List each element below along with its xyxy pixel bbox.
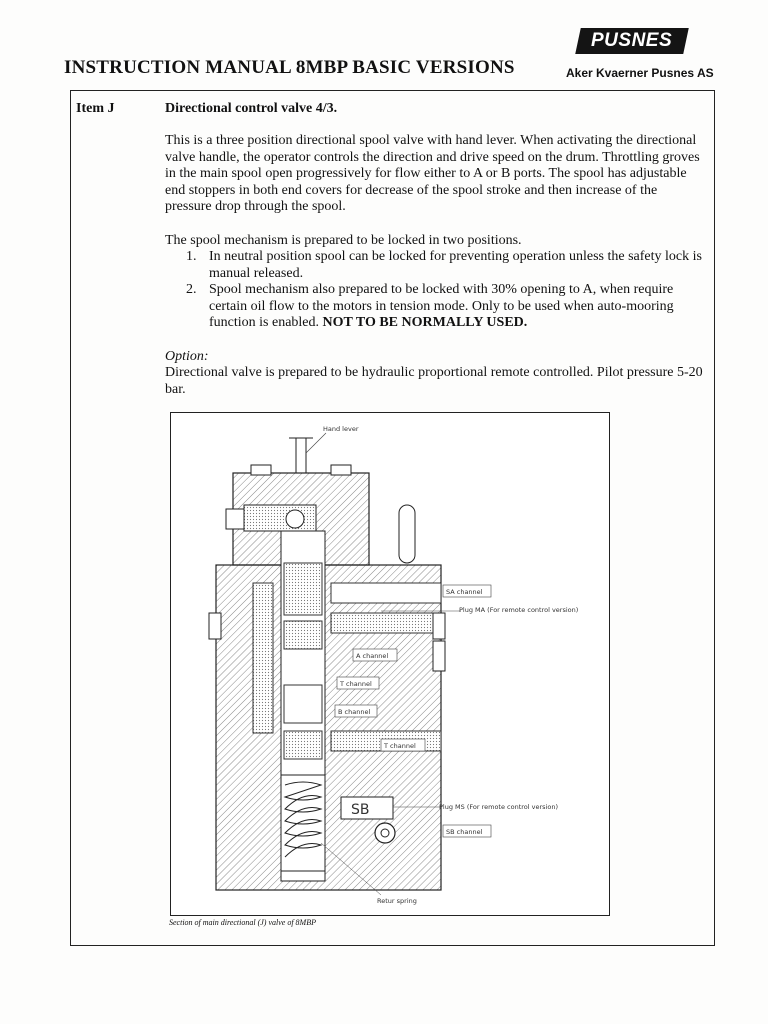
warning-text: NOT TO BE NORMALLY USED. — [322, 315, 528, 330]
item-label: Item J — [76, 101, 115, 116]
sa-channel-label: SA channel — [446, 588, 483, 596]
list-number: 1. — [186, 249, 197, 264]
option-heading: Option: — [165, 349, 209, 364]
sb-plug — [375, 823, 395, 843]
lock-screw — [244, 505, 316, 531]
upper-bolt — [331, 465, 351, 475]
t-channel-upper-label: T channel — [340, 680, 372, 688]
option-paragraph: Directional valve is prepared to be hydraulic proportional remote controlled. Pilot pressure 5-20 bar. — [165, 365, 703, 397]
hand-lever-leader — [306, 433, 326, 453]
list-item — [186, 249, 706, 282]
list-number: 2. — [186, 282, 197, 297]
return-spring-label: Retur spring — [377, 897, 417, 905]
plug-ma-label: Plug MA (For remote control version) — [459, 606, 579, 614]
spring-chamber — [281, 775, 325, 871]
description-paragraph: This is a three position directional spool valve with hand lever. When activating the directional valve handle, the operator controls the direction and drive speed on the drum. Throttling groves in the main spool open progressively for flow either to A or B ports. The spool has adjustable end stoppers in both end covers for decrease of the spool stroke and then increase of the pressure drop through the spool. — [165, 133, 700, 214]
list-text: Spool mechanism also prepared to be locked with 30% opening to A, when require certain oil flow to the motors in tension mode. Only to be used when auto-mooring function is enabled. — [209, 282, 674, 330]
plug-ms-label: Plug MS (For remote control version) — [439, 803, 558, 811]
figure-caption: Section of main directional (J) valve of 8MBP — [169, 918, 316, 927]
side-cap — [433, 613, 445, 639]
lock-positions-list — [186, 249, 706, 332]
section-title: Directional control valve 4/3. — [165, 101, 338, 116]
hand-lever-label: Hand lever — [323, 425, 359, 433]
valve-section-figure — [170, 412, 610, 916]
side-cap — [209, 613, 221, 639]
list-item — [186, 282, 706, 332]
company-name: Aker Kvaerner Pusnes AS — [566, 66, 714, 80]
upper-bolt — [251, 465, 271, 475]
lock-nut — [226, 509, 244, 529]
manual-title: INSTRUCTION MANUAL 8MBP BASIC VERSIONS — [64, 57, 515, 78]
pusnes-logo — [575, 28, 689, 54]
spool-land — [284, 563, 322, 615]
spool-land — [284, 731, 322, 759]
spool-land — [284, 621, 322, 649]
left-channel — [253, 583, 273, 733]
side-knob — [399, 505, 415, 563]
t-channel-lower-label: T channel — [384, 742, 416, 750]
sb-marker: SB — [351, 802, 370, 818]
sb-channel-label: SB channel — [446, 828, 483, 836]
b-channel-label: B channel — [338, 708, 371, 716]
a-channel-label: A channel — [356, 652, 389, 660]
side-cap — [433, 641, 445, 671]
lock-intro-paragraph: The spool mechanism is prepared to be locked in two positions. — [165, 233, 522, 248]
lock-ball — [286, 510, 304, 528]
spool-center — [284, 685, 322, 723]
logo-text: PUSNES — [591, 30, 673, 51]
list-text: In neutral position spool can be locked for preventing operation unless the safety lock is manual released. — [209, 249, 702, 281]
a-channel-passage — [331, 613, 441, 633]
sa-channel-passage — [331, 583, 441, 603]
valve-drawing — [171, 413, 611, 917]
